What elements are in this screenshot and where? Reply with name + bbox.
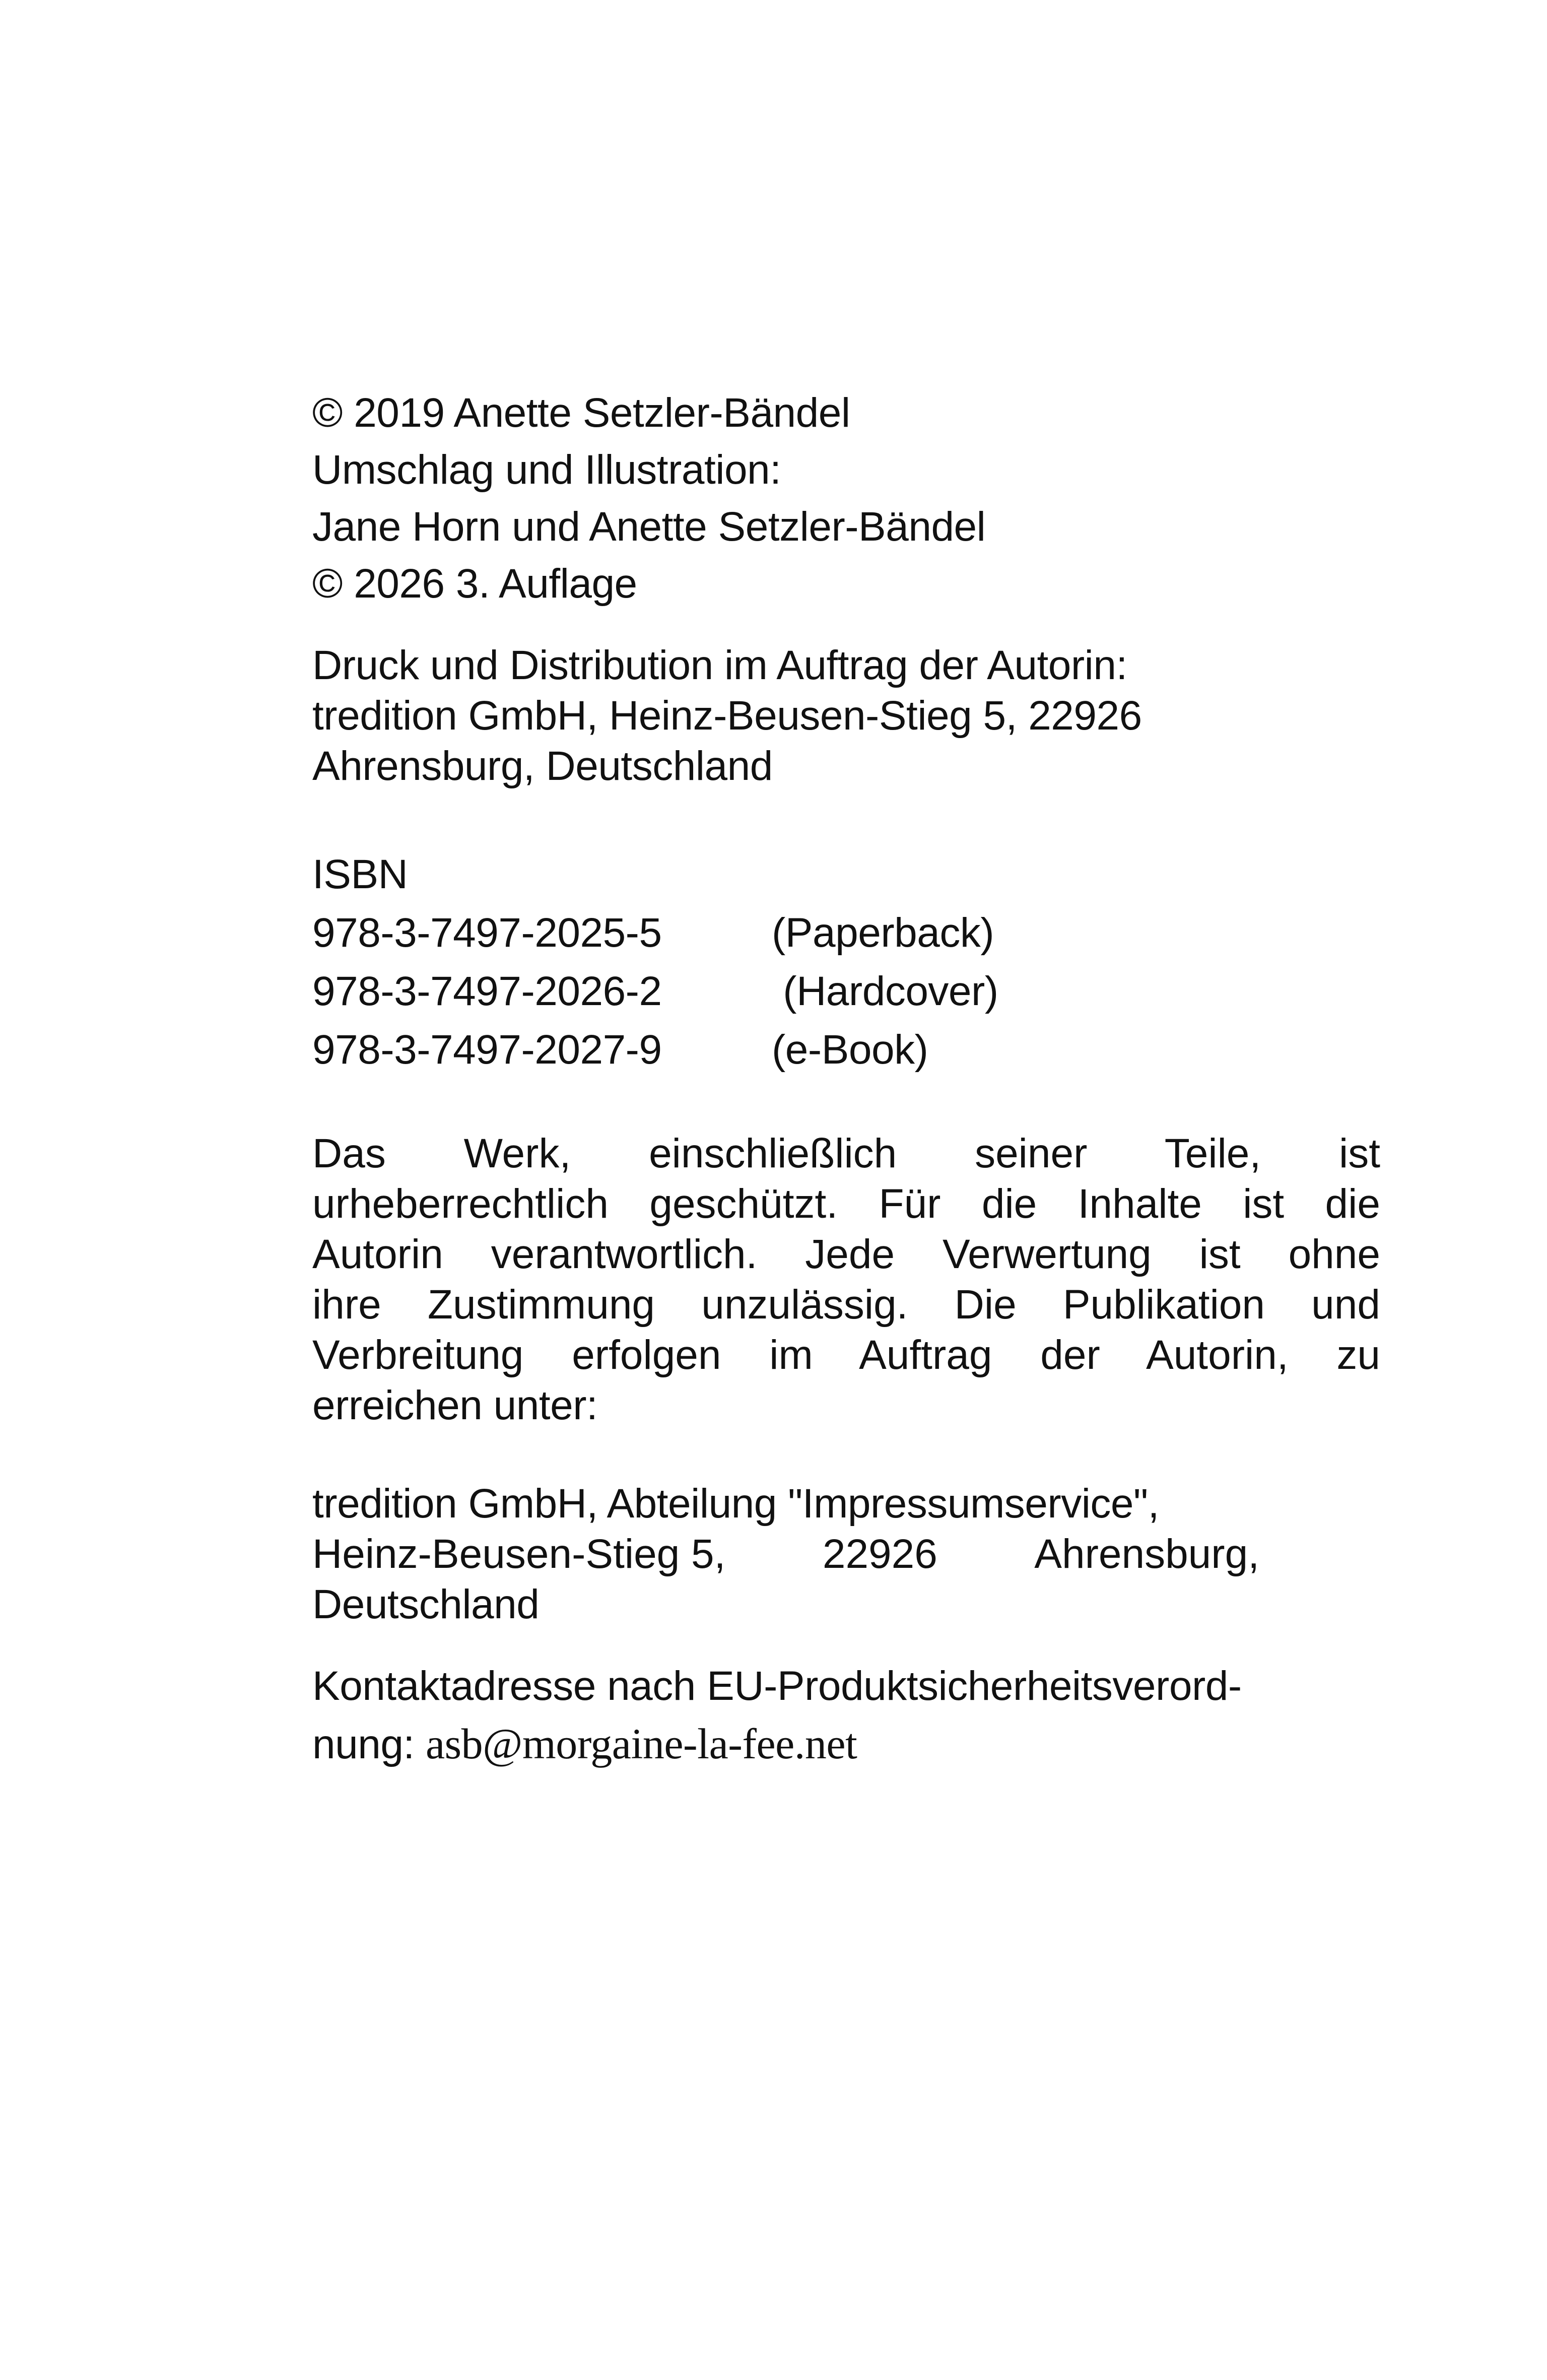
isbn-type: (Paperback) xyxy=(772,910,994,956)
publisher-contact-line-2 xyxy=(312,1529,1259,1579)
eu-contact-prefix: nung: xyxy=(312,1722,426,1767)
eu-contact-line-1: Kontaktadresse nach EU-Produktsicherheitsverord- xyxy=(312,1663,1242,1709)
publisher-city: Ahrensburg, xyxy=(1034,1531,1259,1577)
notice-last-line: erreichen unter: xyxy=(312,1382,598,1428)
publisher-street: Heinz-Beusen-Stieg 5, xyxy=(312,1531,726,1577)
notice-line: Autorin verantwortlich. Jede Verwertung ist ohne xyxy=(312,1231,1380,1277)
print-distribution-label: Druck und Distribution im Auftrag der Autorin: xyxy=(312,642,1127,688)
isbn-label: ISBN xyxy=(312,851,408,897)
isbn-number: 978-3-7497-2026-2 xyxy=(312,968,662,1014)
cover-illustration-label: Umschlag und Illustration: xyxy=(312,447,781,493)
print-address-line-2: Ahrensburg, Deutschland xyxy=(312,743,773,789)
imprint-page xyxy=(312,0,1380,2380)
isbn-type: (e-Book) xyxy=(772,1027,928,1073)
publisher-postcode: 22926 xyxy=(822,1531,937,1577)
notice-line: ihre Zustimmung unzulässig. Die Publikation und xyxy=(312,1282,1380,1328)
publisher-contact-line-3: Deutschland xyxy=(312,1581,540,1627)
copyright-line-2026: © 2026 3. Auflage xyxy=(312,561,637,607)
contact-email: asb@morgaine-la-fee.net xyxy=(425,1720,857,1768)
copyright-line-2019: © 2019 Anette Setzler-Bändel xyxy=(312,390,850,436)
notice-line: Das Werk, einschließlich seiner Teile, ist xyxy=(312,1131,1380,1176)
publisher-contact-line-1: tredition GmbH, Abteilung "Impressumservice", xyxy=(312,1481,1159,1527)
notice-line: urheberrechtlich geschützt. Für die Inhalte ist die xyxy=(312,1181,1380,1227)
notice-line: Verbreitung erfolgen im Auftrag der Autorin, zu xyxy=(312,1332,1380,1378)
isbn-type: (Hardcover) xyxy=(772,968,998,1014)
print-address-line-1: tredition GmbH, Heinz-Beusen-Stieg 5, 22926 xyxy=(312,693,1142,739)
cover-illustration-names: Jane Horn und Anette Setzler-Bändel xyxy=(312,504,986,550)
eu-contact-line-2 xyxy=(312,1718,857,1770)
isbn-number: 978-3-7497-2025-5 xyxy=(312,910,662,956)
isbn-number: 978-3-7497-2027-9 xyxy=(312,1027,662,1073)
